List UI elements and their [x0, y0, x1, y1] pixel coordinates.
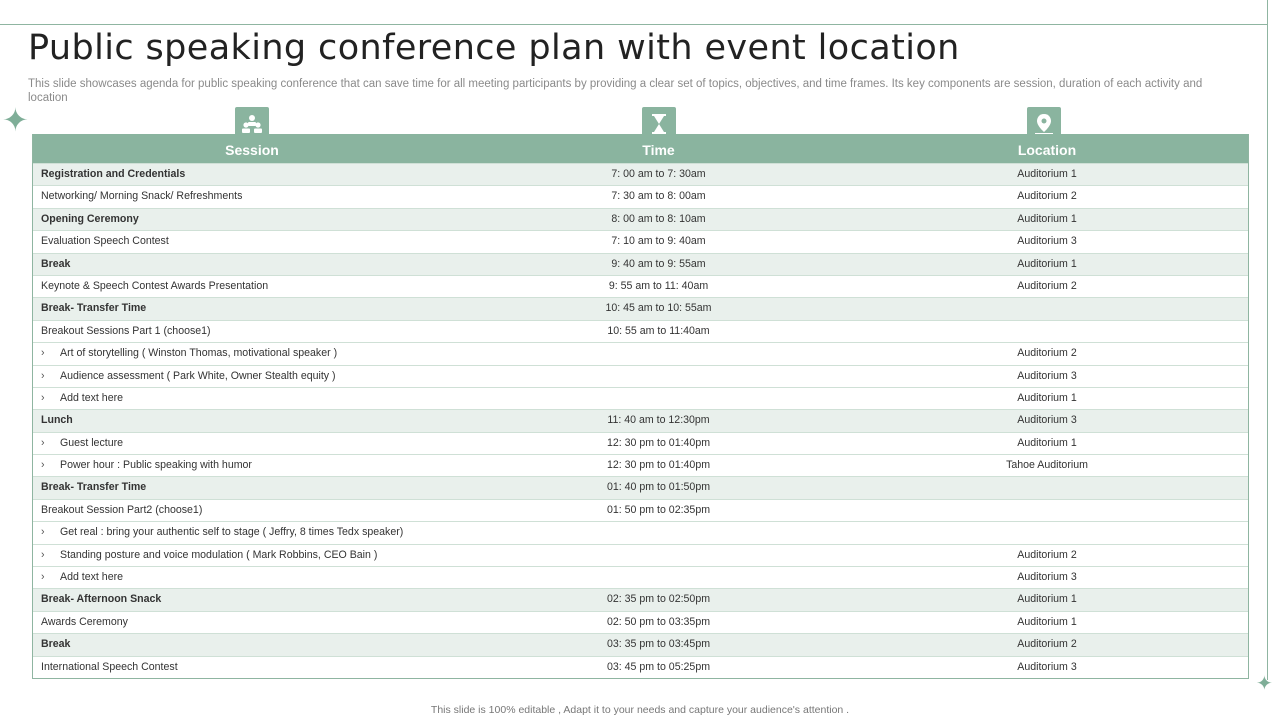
- location-cell: Auditorium 1: [1017, 436, 1077, 449]
- session-label: Break- Transfer Time: [41, 302, 147, 315]
- time-cell: 02: 35 pm to 02:50pm: [606, 593, 711, 606]
- session-cell: [33, 657, 471, 678]
- footer-note: This slide is 100% editable , Adapt it to your needs and capture your audience's attention .: [430, 704, 850, 716]
- session-cell: [33, 567, 471, 588]
- chevron-right-icon: ›: [41, 526, 45, 539]
- session-label: Audience assessment ( Park White, Owner Stealth equity ): [60, 369, 336, 382]
- users-icon: [241, 114, 263, 134]
- session-label: Break- Afternoon Snack: [41, 593, 162, 606]
- location-cell: [846, 321, 1248, 342]
- table-row: [33, 588, 1248, 610]
- table-row: [33, 365, 1248, 387]
- location-cell: Auditorium 1: [1017, 212, 1077, 225]
- chevron-right-icon: ›: [41, 548, 45, 561]
- location-cell: Auditorium 1: [1017, 391, 1077, 404]
- session-label: Break- Transfer Time: [41, 481, 147, 494]
- table-row: [33, 611, 1248, 633]
- time-cell: 9: 55 am to 11: 40am: [608, 279, 709, 292]
- table-row: [33, 476, 1248, 498]
- chevron-right-icon: ›: [41, 571, 45, 584]
- location-cell: [846, 522, 1248, 543]
- session-cell: [33, 366, 471, 387]
- session-cell: [33, 321, 471, 342]
- location-cell: Auditorium 1: [1017, 257, 1077, 270]
- session-cell: [33, 500, 471, 521]
- location-cell: Auditorium 2: [1017, 190, 1077, 203]
- session-label: Awards Ceremony: [41, 615, 128, 628]
- table-row: [33, 544, 1248, 566]
- location-cell: [846, 477, 1248, 498]
- table-row: [33, 432, 1248, 454]
- location-cell: Auditorium 1: [1017, 615, 1077, 628]
- session-label: Add text here: [60, 571, 124, 584]
- time-cell: 02: 50 pm to 03:35pm: [606, 615, 711, 628]
- page-title: Public speaking conference plan with event location: [28, 28, 960, 68]
- table-row: [33, 163, 1248, 185]
- time-cell: 7: 10 am to 9: 40am: [611, 235, 706, 248]
- table-row: [33, 566, 1248, 588]
- session-label: Lunch: [41, 414, 73, 427]
- session-cell: [33, 589, 471, 610]
- time-cell: [471, 388, 846, 409]
- time-cell: 11: 40 am to 12:30pm: [607, 414, 710, 427]
- time-cell: [471, 545, 846, 566]
- table-row: [33, 454, 1248, 476]
- session-label: Registration and Credentials: [41, 168, 186, 180]
- location-cell: Auditorium 3: [1017, 369, 1077, 382]
- session-label: Keynote & Speech Contest Awards Presentation: [41, 279, 269, 292]
- sparkle-star-icon: ✦: [1256, 671, 1273, 695]
- table-row: [33, 297, 1248, 319]
- session-label: Add text here: [60, 391, 124, 404]
- location-cell: [846, 500, 1248, 521]
- frame-right-line: [1267, 0, 1268, 680]
- chevron-right-icon: ›: [41, 369, 45, 382]
- sparkle-star-icon: ✦: [2, 101, 29, 139]
- session-label: Break: [41, 257, 71, 270]
- session-cell: [33, 545, 471, 566]
- location-cell: Auditorium 2: [1017, 279, 1077, 292]
- location-cell: Auditorium 3: [1017, 235, 1077, 248]
- session-cell: [33, 477, 471, 498]
- session-label: Breakout Sessions Part 1 (choose1): [41, 324, 211, 337]
- hourglass-icon: [649, 113, 669, 135]
- session-label: Guest lecture: [60, 436, 124, 449]
- table-row: [33, 275, 1248, 297]
- time-cell: [471, 343, 846, 364]
- table-row: [33, 409, 1248, 431]
- column-header-session: Session: [225, 142, 279, 158]
- chevron-right-icon: ›: [41, 459, 45, 472]
- location-cell: Auditorium 3: [1017, 660, 1077, 673]
- location-cell: Auditorium 2: [1017, 638, 1077, 651]
- column-header-time: Time: [642, 142, 675, 158]
- table-row: [33, 521, 1248, 543]
- session-cell: [33, 343, 471, 364]
- table-row: [33, 253, 1248, 275]
- session-cell: [33, 231, 471, 252]
- session-cell: [33, 634, 471, 655]
- time-cell: 01: 50 pm to 02:35pm: [606, 503, 711, 516]
- session-label: International Speech Contest: [41, 660, 178, 673]
- time-cell: 03: 35 pm to 03:45pm: [606, 638, 711, 651]
- time-cell: 03: 45 pm to 05:25pm: [606, 660, 711, 673]
- table-row: [33, 208, 1248, 230]
- session-label: Breakout Session Part2 (choose1): [41, 503, 203, 516]
- table-row: [33, 230, 1248, 252]
- location-cell: Auditorium 3: [1017, 414, 1077, 427]
- chevron-right-icon: ›: [41, 391, 45, 404]
- column-header-location: Location: [1017, 142, 1077, 158]
- time-cell: [471, 522, 846, 543]
- table-row: [33, 633, 1248, 655]
- session-cell: [33, 298, 471, 319]
- session-label: Evaluation Speech Contest: [41, 235, 169, 248]
- map-pin-icon: [1034, 113, 1054, 135]
- session-cell: [33, 186, 471, 207]
- time-cell: 7: 30 am to 8: 00am: [611, 190, 706, 203]
- time-cell: 7: 00 am to 7: 30am: [611, 168, 706, 180]
- table-row: [33, 342, 1248, 364]
- session-cell: [33, 433, 471, 454]
- session-cell: [33, 612, 471, 633]
- time-cell: 12: 30 pm to 01:40pm: [606, 436, 711, 449]
- location-cell: Auditorium 3: [1017, 571, 1077, 584]
- agenda-table: [32, 134, 1249, 679]
- location-cell: Auditorium 1: [1017, 593, 1077, 606]
- location-cell: Auditorium 2: [1017, 347, 1077, 360]
- session-label: Opening Ceremony: [41, 212, 139, 225]
- table-row: [33, 499, 1248, 521]
- table-row: [33, 387, 1248, 409]
- location-cell: Tahoe Auditorium: [1006, 459, 1088, 472]
- table-row: [33, 185, 1248, 207]
- session-label: Power hour : Public speaking with humor: [60, 459, 252, 472]
- session-label: Get real : bring your authentic self to stage ( Jeffry, 8 times Tedx speaker): [60, 526, 404, 539]
- session-label: Break: [41, 638, 71, 651]
- session-label: Art of storytelling ( Winston Thomas, motivational speaker ): [60, 347, 338, 360]
- frame-top-line: [0, 24, 1268, 25]
- session-cell: [33, 410, 471, 431]
- location-cell: [846, 298, 1248, 319]
- session-label: Standing posture and voice modulation ( Mark Robbins, CEO Bain ): [60, 548, 378, 561]
- time-cell: 9: 40 am to 9: 55am: [611, 257, 706, 270]
- session-cell: [33, 522, 471, 543]
- location-cell: Auditorium 2: [1017, 548, 1077, 561]
- session-label: Networking/ Morning Snack/ Refreshments: [41, 190, 243, 203]
- time-cell: 12: 30 pm to 01:40pm: [606, 459, 711, 472]
- time-cell: 10: 45 am to 10: 55am: [605, 302, 712, 315]
- chevron-right-icon: ›: [41, 436, 45, 449]
- session-cell: [33, 209, 471, 230]
- location-cell: Auditorium 1: [1017, 168, 1077, 180]
- time-cell: [471, 366, 846, 387]
- time-cell: [471, 567, 846, 588]
- table-body: [33, 163, 1248, 678]
- time-cell: 10: 55 am to 11:40am: [607, 324, 710, 337]
- session-cell: [33, 388, 471, 409]
- time-cell: 8: 00 am to 8: 10am: [611, 212, 706, 225]
- chevron-right-icon: ›: [41, 347, 45, 360]
- session-cell: [33, 276, 471, 297]
- session-cell: [33, 455, 471, 476]
- table-row: [33, 656, 1248, 678]
- table-row: [33, 320, 1248, 342]
- time-cell: 01: 40 pm to 01:50pm: [606, 481, 711, 494]
- session-cell: [33, 164, 471, 185]
- page-subtitle: This slide showcases agenda for public speaking conference that can save time for all meeting participants by providing a clear set of topics, objectives, and time frames. Its key components are session, duration of each activity and location: [28, 78, 1203, 104]
- table-header: [33, 134, 1248, 163]
- session-cell: [33, 254, 471, 275]
